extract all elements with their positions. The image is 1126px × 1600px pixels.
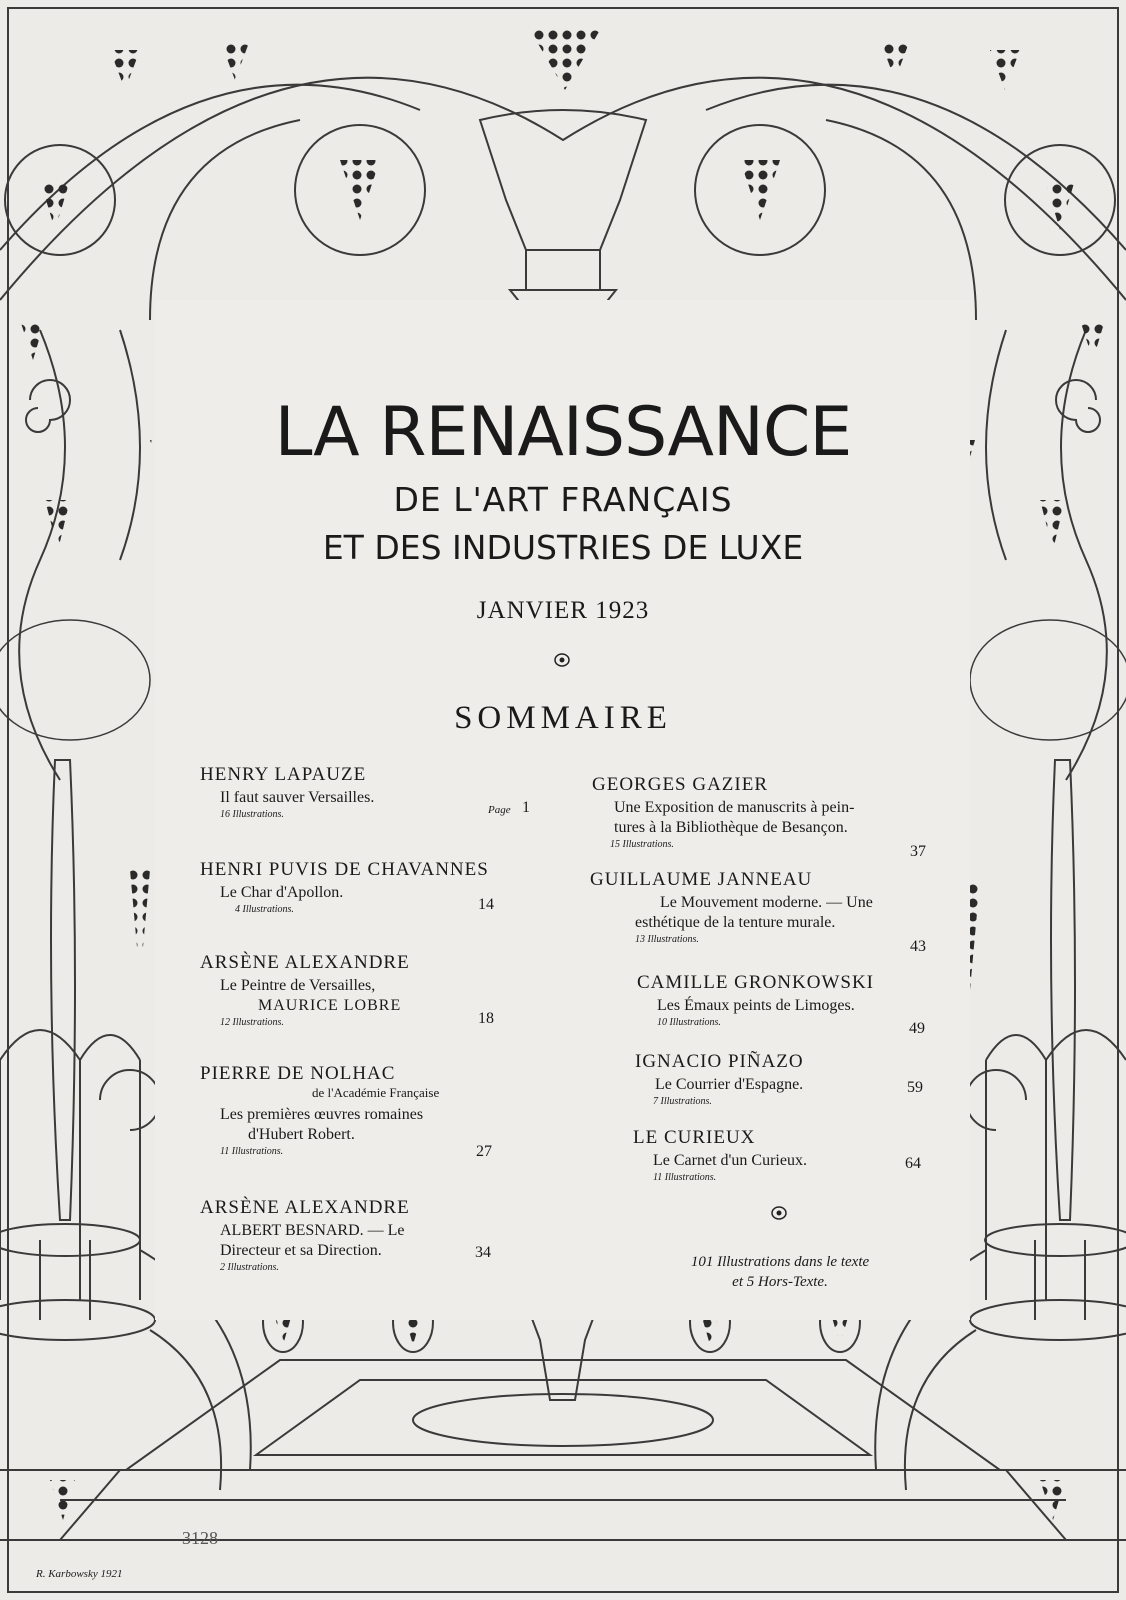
toc-author: CAMILLE GRONKOWSKI (637, 972, 875, 993)
toc-article-title: Le Carnet d'un Curieux. (653, 1152, 807, 1169)
toc-entry-gronkowski (637, 972, 937, 1037)
toc-page-number: 1 (522, 799, 530, 816)
toc-article-title: Les Émaux peints de Limoges. (657, 997, 855, 1014)
toc-page-number: 64 (905, 1155, 921, 1172)
toc-article-title: Il faut sauver Versailles. (220, 789, 375, 806)
toc-article-title: ALBERT BESNARD. — Le (220, 1222, 405, 1239)
toc-article-title-2: esthétique de la tenture murale. (635, 914, 836, 931)
toc-entry-lapauze (200, 765, 540, 822)
sommaire-heading: SOMMAIRE (454, 700, 672, 736)
toc-illustrations: 11 Illustrations. (653, 1172, 717, 1183)
rose-ornament-icon (553, 652, 571, 668)
toc-author: PIERRE DE NOLHAC (200, 1063, 396, 1084)
illustrations-summary-line-1: 101 Illustrations dans le texte (690, 1254, 870, 1270)
toc-article-title-2: d'Hubert Robert. (248, 1126, 355, 1143)
toc-article-title-2: Directeur et sa Direction. (220, 1242, 382, 1259)
rose-ornament-icon (770, 1205, 788, 1221)
toc-author: LE CURIEUX (633, 1127, 756, 1148)
artist-signature: R. Karbowsky 1921 (36, 1568, 123, 1580)
illustrations-summary-line-2: et 5 Hors-Texte. (732, 1274, 828, 1290)
toc-entry-alexandre-besnard (200, 1198, 540, 1275)
toc-illustrations: 7 Illustrations. (653, 1096, 712, 1107)
toc-author: GEORGES GAZIER (592, 774, 769, 795)
toc-author-affiliation: de l'Académie Française (312, 1085, 440, 1100)
toc-entry-puvis (200, 860, 540, 917)
toc-entry-alexandre-lobre (200, 953, 540, 1030)
toc-entry-gazier (592, 774, 937, 860)
toc-article-title-2: MAURICE LOBRE (258, 997, 402, 1014)
inventory-number: 3128 (182, 1528, 218, 1548)
toc-page-number: 43 (910, 938, 926, 955)
toc-article-title: Les premières œuvres romaines (220, 1106, 424, 1123)
toc-author: ARSÈNE ALEXANDRE (200, 952, 410, 973)
illustrations-summary (630, 1252, 930, 1292)
toc-illustrations: 2 Illustrations. (220, 1262, 279, 1273)
toc-illustrations: 11 Illustrations. (220, 1146, 284, 1157)
toc-page-number: 49 (909, 1020, 925, 1037)
toc-illustrations: 10 Illustrations. (657, 1017, 721, 1028)
toc-article-title: Le Peintre de Versailles, (220, 977, 376, 994)
toc-article-title-2: tures à la Bibliothèque de Besançon. (614, 819, 848, 836)
toc-page-number: 34 (475, 1244, 491, 1261)
toc-author: HENRY LAPAUZE (200, 764, 367, 785)
toc-author: ARSÈNE ALEXANDRE (200, 1197, 410, 1218)
toc-author: IGNACIO PIÑAZO (635, 1051, 804, 1072)
toc-illustrations: 15 Illustrations. (610, 839, 674, 850)
toc-page-number: 27 (476, 1143, 492, 1160)
toc-illustrations: 4 Illustrations. (235, 904, 294, 915)
toc-entry-janneau (590, 869, 935, 955)
toc-page-number: 37 (910, 843, 926, 860)
toc-author: HENRI PUVIS DE CHAVANNES (200, 859, 489, 880)
issue-date: JANVIER 1923 (476, 597, 650, 624)
toc-page-prefix: Page (488, 804, 511, 816)
toc-article-title: Le Char d'Apollon. (220, 884, 344, 901)
toc-page-number: 14 (478, 896, 494, 913)
toc-entry-curieux (633, 1128, 933, 1185)
magazine-title: LA RENAISSANCE (274, 393, 852, 472)
toc-article-title: Une Exposition de manuscrits à pein- (614, 799, 855, 816)
toc-illustrations: 13 Illustrations. (635, 934, 699, 945)
toc-author: GUILLAUME JANNEAU (590, 869, 813, 890)
toc-article-title: Le Mouvement moderne. — Une (660, 894, 873, 911)
toc-entry-nolhac (200, 1064, 540, 1159)
toc-page-number: 18 (478, 1010, 494, 1027)
toc-illustrations: 12 Illustrations. (220, 1017, 284, 1028)
subtitle-line-2: ET DES INDUSTRIES DE LUXE (322, 528, 804, 567)
subtitle-line-1: DE L'ART FRANÇAIS (393, 480, 733, 519)
toc-article-title: Le Courrier d'Espagne. (655, 1076, 804, 1093)
toc-page-number: 59 (907, 1079, 923, 1096)
toc-entry-pinazo (635, 1052, 935, 1109)
toc-illustrations: 16 Illustrations. (220, 809, 284, 820)
